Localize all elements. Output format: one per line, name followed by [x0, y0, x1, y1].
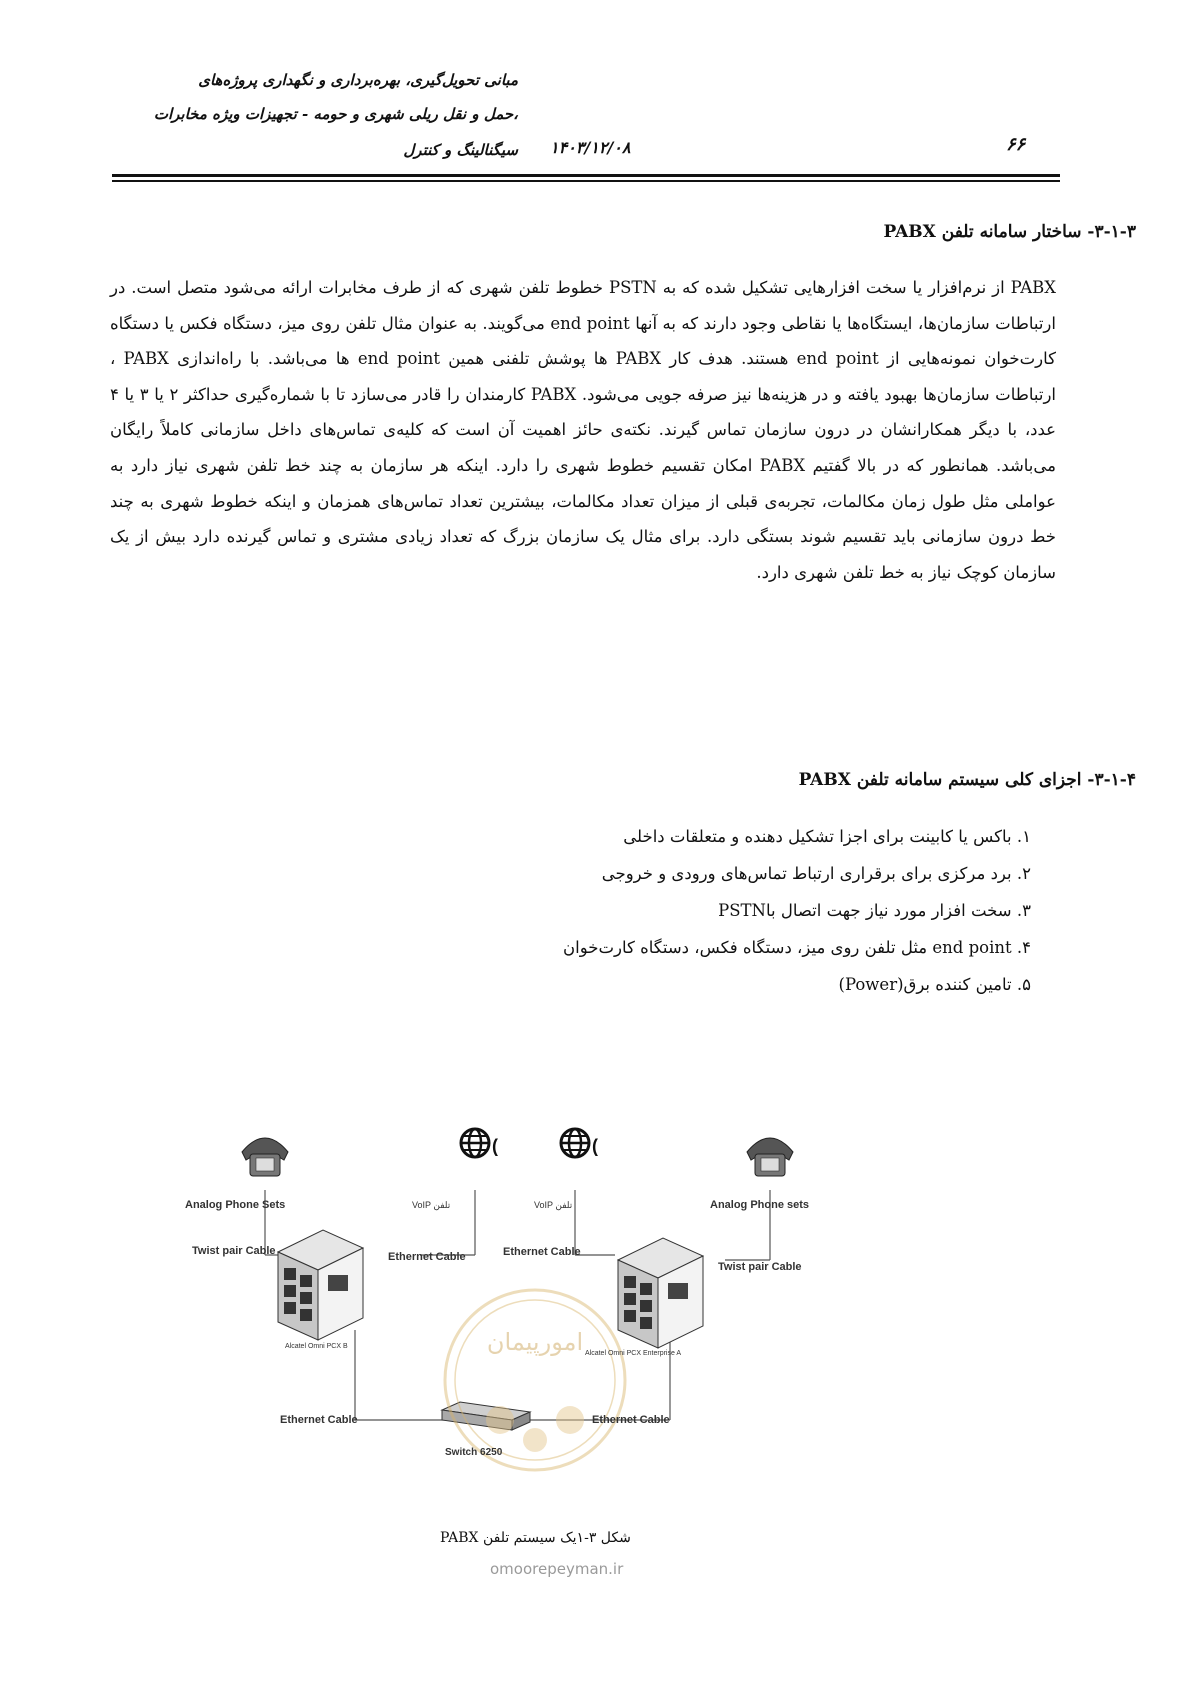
section-paragraph: PABX از نرم‌افزار یا سخت افزارهایی تشکیل شده که به PSTN خطوط تلفن شهری که از طرف مخابرات ارائه می‌شود متصل است. در ارتباطات سازمان‌ها، ایستگاه‌ها یا نقاطی وجود دارند که به آنها end point می‌گویند. به عنوان مثال تلفن روی میز، دستگاه فکس یا دستگاه کارت‌خوان نمونه‌هایی از end point هستند. هدف کار PABX ها پوشش تلفنی همین end point ها می‌باشد. با راه‌اندازی PABX ، ارتباطات سازمان‌ها بهبود یافته و در هزینه‌ها نیز صرفه جویی می‌شود. PABX کارمندان را قادر می‌سازد تا با شماره‌گیری حداکثر ۲ یا ۳ یا ۴ عدد، با دیگر همکارانشان در درون سازمان تماس گیرند. نکته‌ی حائز اهمیت آن است که کلیه‌ی تماس‌های داخل سازمانی کاملاً رایگان می‌باشد. همانطور که در بالا گفتیم PABX امکان تقسیم خطوط شهری را دارد. اینکه هر سازمان به چند خط تلفن شهری نیاز دارد به عواملی مثل طول زمان مکالمات، تجربه‌ی قبلی از میزان تعداد مکالمات، بیشترین تعداد تماس‌های همزمان و اینکه خطوط شهری به چند خط درون سازمانی باید تقسیم شوند بستگی دارد. برای مثال یک سازمان بزرگ که تعداد زیادی مشتری و تماس گیرنده دارد بیش از یک سازمان کوچک نیاز به خط تلفن شهری دارد. — [110, 278, 1057, 582]
label-eth-switch-left: Ethernet Cable — [280, 1414, 358, 1426]
components-list — [563, 818, 1031, 1003]
seal-text: امورپیمان — [486, 1328, 584, 1356]
label-twist-left: Twist pair Cable — [192, 1245, 276, 1257]
header-rule — [112, 174, 1060, 177]
list-item: ۱. باکس یا کابینت برای اجزا تشکیل دهنده و متعلقات داخلی — [623, 827, 1031, 846]
network-switch-icon — [442, 1402, 530, 1430]
voip-globe-icon — [561, 1129, 598, 1157]
svg-text:(: ( — [592, 1136, 598, 1156]
label-voip-right: VoIP تلفن — [534, 1200, 573, 1210]
header-title-line1: مبانی تحویل‌گیری، بهره‌برداری و نگهداری پروژه‌های — [198, 71, 518, 89]
voip-globe-icon — [461, 1129, 498, 1157]
label-analog-left: Analog Phone Sets — [185, 1199, 286, 1211]
label-analog-right: Analog Phone sets — [710, 1199, 810, 1211]
label-eth-switch-right: Ethernet Cable — [592, 1414, 670, 1426]
list-item: ۲. برد مرکزی برای برقراری ارتباط تماس‌های ورودی و خروجی — [601, 864, 1031, 883]
list-item: ۴. end point مثل تلفن روی میز، دستگاه فکس، دستگاه کارت‌خوان — [563, 938, 1031, 957]
svg-text:(: ( — [492, 1136, 498, 1156]
label-switch: Switch 6250 — [445, 1447, 503, 1458]
header-title-line2: حمل و نقل ریلی شهری و حومه - تجهیزات ویژه مخابرات، — [153, 105, 518, 123]
pbx-cabinet-icon — [618, 1238, 703, 1348]
watermark-url: omoorepeyman.ir — [490, 1560, 624, 1578]
header-date: ۱۴۰۳/۱۲/۰۸ — [550, 138, 631, 157]
label-eth-voip-right: Ethernet Cable — [503, 1246, 581, 1258]
header-rule — [112, 180, 1060, 182]
page-number: ۶۶ — [1006, 134, 1026, 155]
pbx-cabinet-icon — [278, 1230, 363, 1340]
label-pcx-right: Alcatel Omni PCX Enterprise A — [585, 1350, 682, 1357]
label-twist-right: Twist pair Cable — [718, 1261, 802, 1273]
figure-caption: شکل ۳-۱یک سیستم تلفن PABX — [440, 1530, 631, 1546]
section-heading-components: ۳-۱-۴- اجزای کلی سیستم سامانه تلفن PABX — [798, 770, 1136, 790]
pabx-diagram — [180, 1110, 930, 1490]
analog-phone-icon — [242, 1138, 288, 1176]
list-item: ۵. تامین کننده برق(Power) — [838, 975, 1031, 994]
watermark-seal — [445, 1290, 625, 1470]
section-heading-structure: ۳-۱-۳- ساختار سامانه تلفن PABX — [883, 222, 1136, 242]
analog-phone-icon — [747, 1138, 793, 1176]
label-pcx-left: Alcatel Omni PCX B — [285, 1343, 348, 1350]
list-item: ۳. سخت افزار مورد نیاز جهت اتصال باPSTN — [718, 901, 1031, 920]
label-voip-left: VoIP تلفن — [412, 1200, 451, 1210]
header-title-line3: سیگنالینگ و کنترل — [403, 141, 518, 159]
label-eth-voip-left: Ethernet Cable — [388, 1251, 466, 1263]
